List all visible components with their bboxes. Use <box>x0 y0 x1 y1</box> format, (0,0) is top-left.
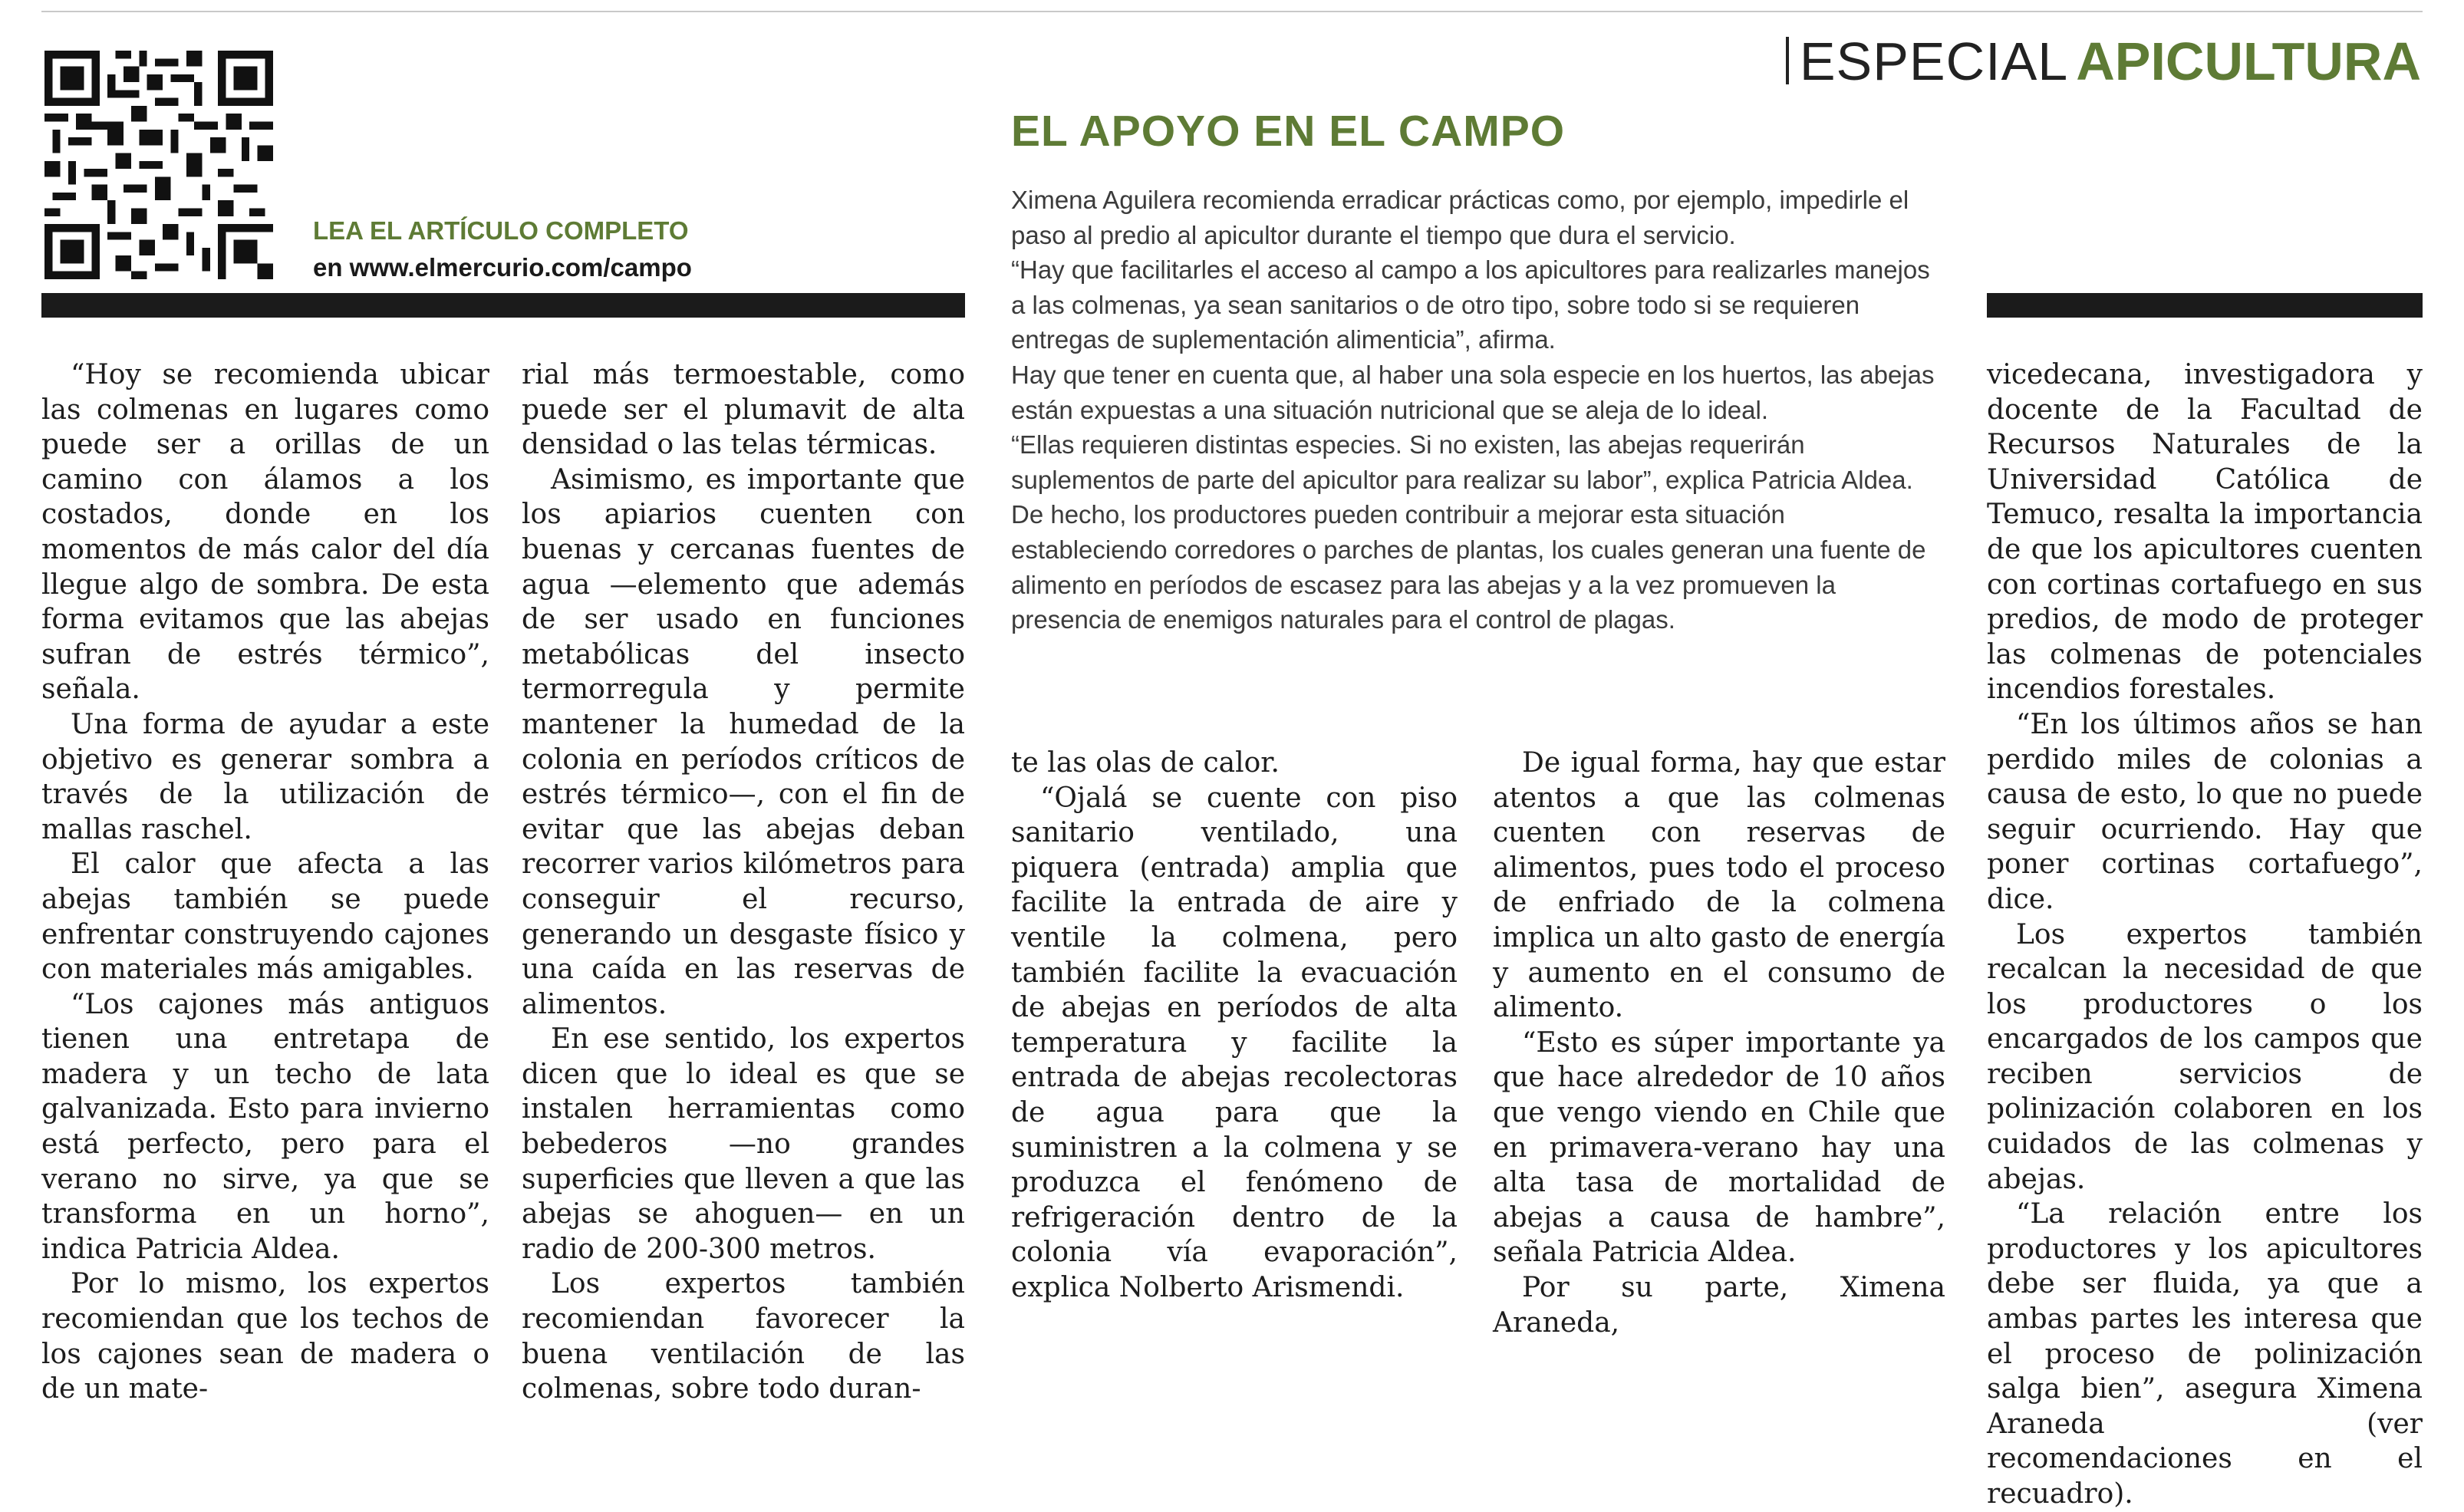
article-paragraph: Por su parte, Ximena Araneda, <box>1493 1271 1945 1339</box>
section-divider <box>1786 37 1789 84</box>
article-paragraph: En ese sentido, los expertos dicen que lo ideal es que se instalen herramientas como bebederos —no grandes superficies que lleven a que las abejas se ahoguen— en un radio de 200-300 metros. <box>522 1023 965 1265</box>
sidebar-box-body <box>1011 183 1947 637</box>
qr-code-icon[interactable] <box>44 51 273 279</box>
article-paragraph: vicedecana, investigadora y docente de la Facultad de Recursos Naturales de la Universidad Católica de Temuco, resalta la importancia de que los apicultores cuenten con cortinas cortafuego en sus predios, de modo de proteger las colmenas de potenciales incendios forestales. <box>1987 359 2423 706</box>
box-paragraph: “Ellas requieren distintas especies. Si no existen, las abejas requerirán suplementos de parte del apicultor para realizar su labor”, explica Patricia Aldea. <box>1011 430 1913 494</box>
article-column-1 <box>41 357 489 1407</box>
article-paragraph: “Ojalá se cuente con piso sanitario ventilado, una piquera (entrada) amplia que facilite la entrada de aire y ventile la colmena, pero también facilite la evacuación de abejas en períodos de alta temperatura y facilite la entrada de abejas recolectoras de agua para que la suministren a la colmena y se produzca el fenómeno de refrigeración dentro de la colonia vía evaporación”, explica Nolberto Arismendi. <box>1011 782 1458 1303</box>
column-rule-right <box>1987 293 2423 318</box>
article-paragraph: Los expertos también recomiendan favorecer la buena ventilación de las colmenas, sobre todo duran- <box>522 1268 965 1405</box>
article-paragraph: “Hoy se recomienda ubicar las colmenas en lugares como puede ser a orillas de un camino con álamos a los costados, donde en los momentos de más calor del día llegue algo de sombra. De esta forma evitamos que las abejas sufran de estrés térmico”, señala. <box>41 359 489 706</box>
article-paragraph: Por lo mismo, los expertos recomiendan que los techos de los cajones sean de madera o de un mate- <box>41 1268 489 1405</box>
article-paragraph: El calor que afecta a las abejas también se puede enfrentar construyendo cajones con materiales más amigables. <box>41 848 489 986</box>
article-column-4 <box>1493 746 1945 1340</box>
article-paragraph: Una forma de ayudar a este objetivo es generar sombra a través de la utilización de mallas raschel. <box>41 708 489 845</box>
sidebar-box-title: EL APOYO EN EL CAMPO <box>1011 107 1566 156</box>
article-paragraph: “En los últimos años se han perdido miles de colonias a causa de esto, lo que no puede seguir ocurriendo. Hay que poner cortinas cortafuego”, dice. <box>1987 708 2423 915</box>
article-paragraph: “Los cajones más antiguos tienen una entretapa de madera y un techo de lata galvanizada. Esto para invierno está perfecto, pero para el verano no sirve, ya que se transforma en un horno”, indica Patricia Aldea. <box>41 988 489 1265</box>
promo-title: LEA EL ARTÍCULO COMPLETO <box>313 216 689 245</box>
box-paragraph: Ximena Aguilera recomienda erradicar prácticas como, por ejemplo, impedirle el paso al predio al apicultor durante el tiempo que dura el servicio. <box>1011 186 1909 249</box>
article-paragraph: De igual forma, hay que estar atentos a que las colmenas cuenten con reservas de alimentos, pues todo el proceso de enfriado de la colmena implica un alto gasto de energía y aumento en el consumo de alimento. <box>1493 747 1945 1024</box>
section-label: ESPECIAL <box>1799 31 2069 91</box>
article-paragraph: te las olas de calor. <box>1011 747 1280 779</box>
promo-url[interactable]: en www.elmercurio.com/campo <box>313 253 692 282</box>
article-column-5 <box>1987 357 2423 1512</box>
article-column-2 <box>522 357 965 1407</box>
article-column-3 <box>1011 746 1458 1306</box>
box-paragraph: “Hay que facilitarles el acceso al campo a los apicultores para realizarles manejos a las colmenas, ya sean sanitarios o de otro tipo, sobre todo si se requieren entregas de suplementación alimenticia”, afirma. <box>1011 255 1930 354</box>
article-paragraph: Los expertos también recalcan la necesidad de que los productores o los encargados de los campos que reciben servicios de polinización colaboren en los cuidados de las colmenas y abejas. <box>1987 918 2423 1195</box>
article-paragraph: rial más termoestable, como puede ser el plumavit de alta densidad o las telas térmicas. <box>522 359 965 461</box>
box-paragraph: Hay que tener en cuenta que, al haber una sola especie en los huertos, las abejas están expuestas a una situación nutricional que se aleja de lo ideal. <box>1011 360 1935 424</box>
top-rule <box>41 11 2423 12</box>
article-paragraph: “Esto es súper importante ya que hace alrededor de 10 años que vengo viendo en Chile que en primavera-verano hay una alta tasa de mortalidad de abejas a causa de hambre”, señala Patricia Aldea. <box>1493 1026 1945 1269</box>
section-topic: APICULTURA <box>2076 31 2421 91</box>
article-paragraph: “La relación entre los productores y los apicultores debe ser fluida, ya que a ambas partes les interesa que el proceso de polinización salga bien”, asegura Ximena Araneda (ver recomendaciones en el recuadro). <box>1987 1198 2423 1510</box>
box-paragraph: De hecho, los productores pueden contribuir a mejorar esta situación estableciendo corredores o parches de plantas, los cuales generan una fuente de alimento en períodos de escasez para las abejas y a la vez promueven la presencia de enemigos naturales para el control de plagas. <box>1011 500 1926 634</box>
column-rule-left <box>41 293 965 318</box>
article-paragraph: Asimismo, es importante que los apiarios cuenten con buenas y cercanas fuentes de agua —elemento que además de ser usado en funciones metabólicas del insecto termorregula y permite mantener la humedad de la colonia en períodos críticos de estrés térmico—, con el fin de evitar que las abejas deban recorrer varios kilómetros para conseguir el recurso, generando un desgaste físico y una caída en las reservas de alimentos. <box>522 463 965 1020</box>
section-header <box>1786 31 2421 92</box>
